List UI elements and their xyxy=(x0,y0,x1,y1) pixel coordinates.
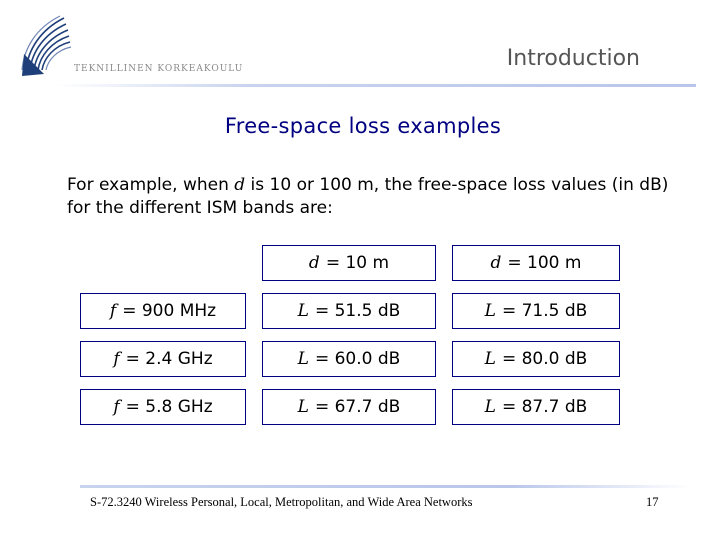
row-variable: f xyxy=(113,397,120,417)
cell-value: = 51.5 dB xyxy=(314,301,401,321)
cell-value: = 71.5 dB xyxy=(501,301,588,321)
footer-divider xyxy=(80,485,692,488)
table-cell xyxy=(262,293,436,329)
cell-variable: L xyxy=(297,301,309,321)
body-variable-d: d xyxy=(234,175,246,195)
slide-title: Free-space loss examples xyxy=(224,114,502,138)
table-row-label-2-4ghz xyxy=(80,341,246,377)
cell-value: = 67.7 dB xyxy=(314,397,401,417)
table-column-header-100m xyxy=(452,245,620,281)
body-text-part-2: is 10 or 100 m, the free-space loss values (in dB) for the different ISM bands are: xyxy=(67,175,669,218)
table-cell xyxy=(262,389,436,425)
column-value: = 100 m xyxy=(507,253,582,273)
cell-variable: L xyxy=(297,349,309,369)
column-value: = 10 m xyxy=(325,253,390,273)
table-cell xyxy=(452,293,620,329)
row-label-value: = 900 MHz xyxy=(122,301,217,321)
column-variable: d xyxy=(308,253,320,273)
university-logo-icon xyxy=(18,14,76,78)
cell-variable: L xyxy=(484,397,496,417)
page-number: 17 xyxy=(646,495,659,509)
table-row-label-5-8ghz xyxy=(80,389,246,425)
cell-variable: L xyxy=(297,397,309,417)
cell-value: = 60.0 dB xyxy=(314,349,401,369)
row-label-value: = 5.8 GHz xyxy=(125,397,213,417)
table-cell xyxy=(452,389,620,425)
section-title: Introduction xyxy=(506,46,640,71)
row-label-value: = 2.4 GHz xyxy=(125,349,213,369)
column-variable: d xyxy=(490,253,502,273)
cell-value: = 87.7 dB xyxy=(501,397,588,417)
table-row-label-900mhz xyxy=(80,293,246,329)
table-cell xyxy=(262,341,436,377)
university-logo-text: TEKNILLINEN KORKEAKOULU xyxy=(74,64,244,74)
body-text-part-1: For example, when xyxy=(67,175,235,195)
table-cell xyxy=(452,341,620,377)
cell-variable: L xyxy=(484,349,496,369)
footer-course-title: S-72.3240 Wireless Personal, Local, Metropolitan, and Wide Area Networks xyxy=(90,495,473,509)
cell-value: = 80.0 dB xyxy=(501,349,588,369)
cell-variable: L xyxy=(484,301,496,321)
header-divider xyxy=(56,84,696,87)
table-column-header-10m xyxy=(262,245,436,281)
row-variable: f xyxy=(113,349,120,369)
row-variable: f xyxy=(109,301,117,321)
body-paragraph xyxy=(67,174,677,220)
